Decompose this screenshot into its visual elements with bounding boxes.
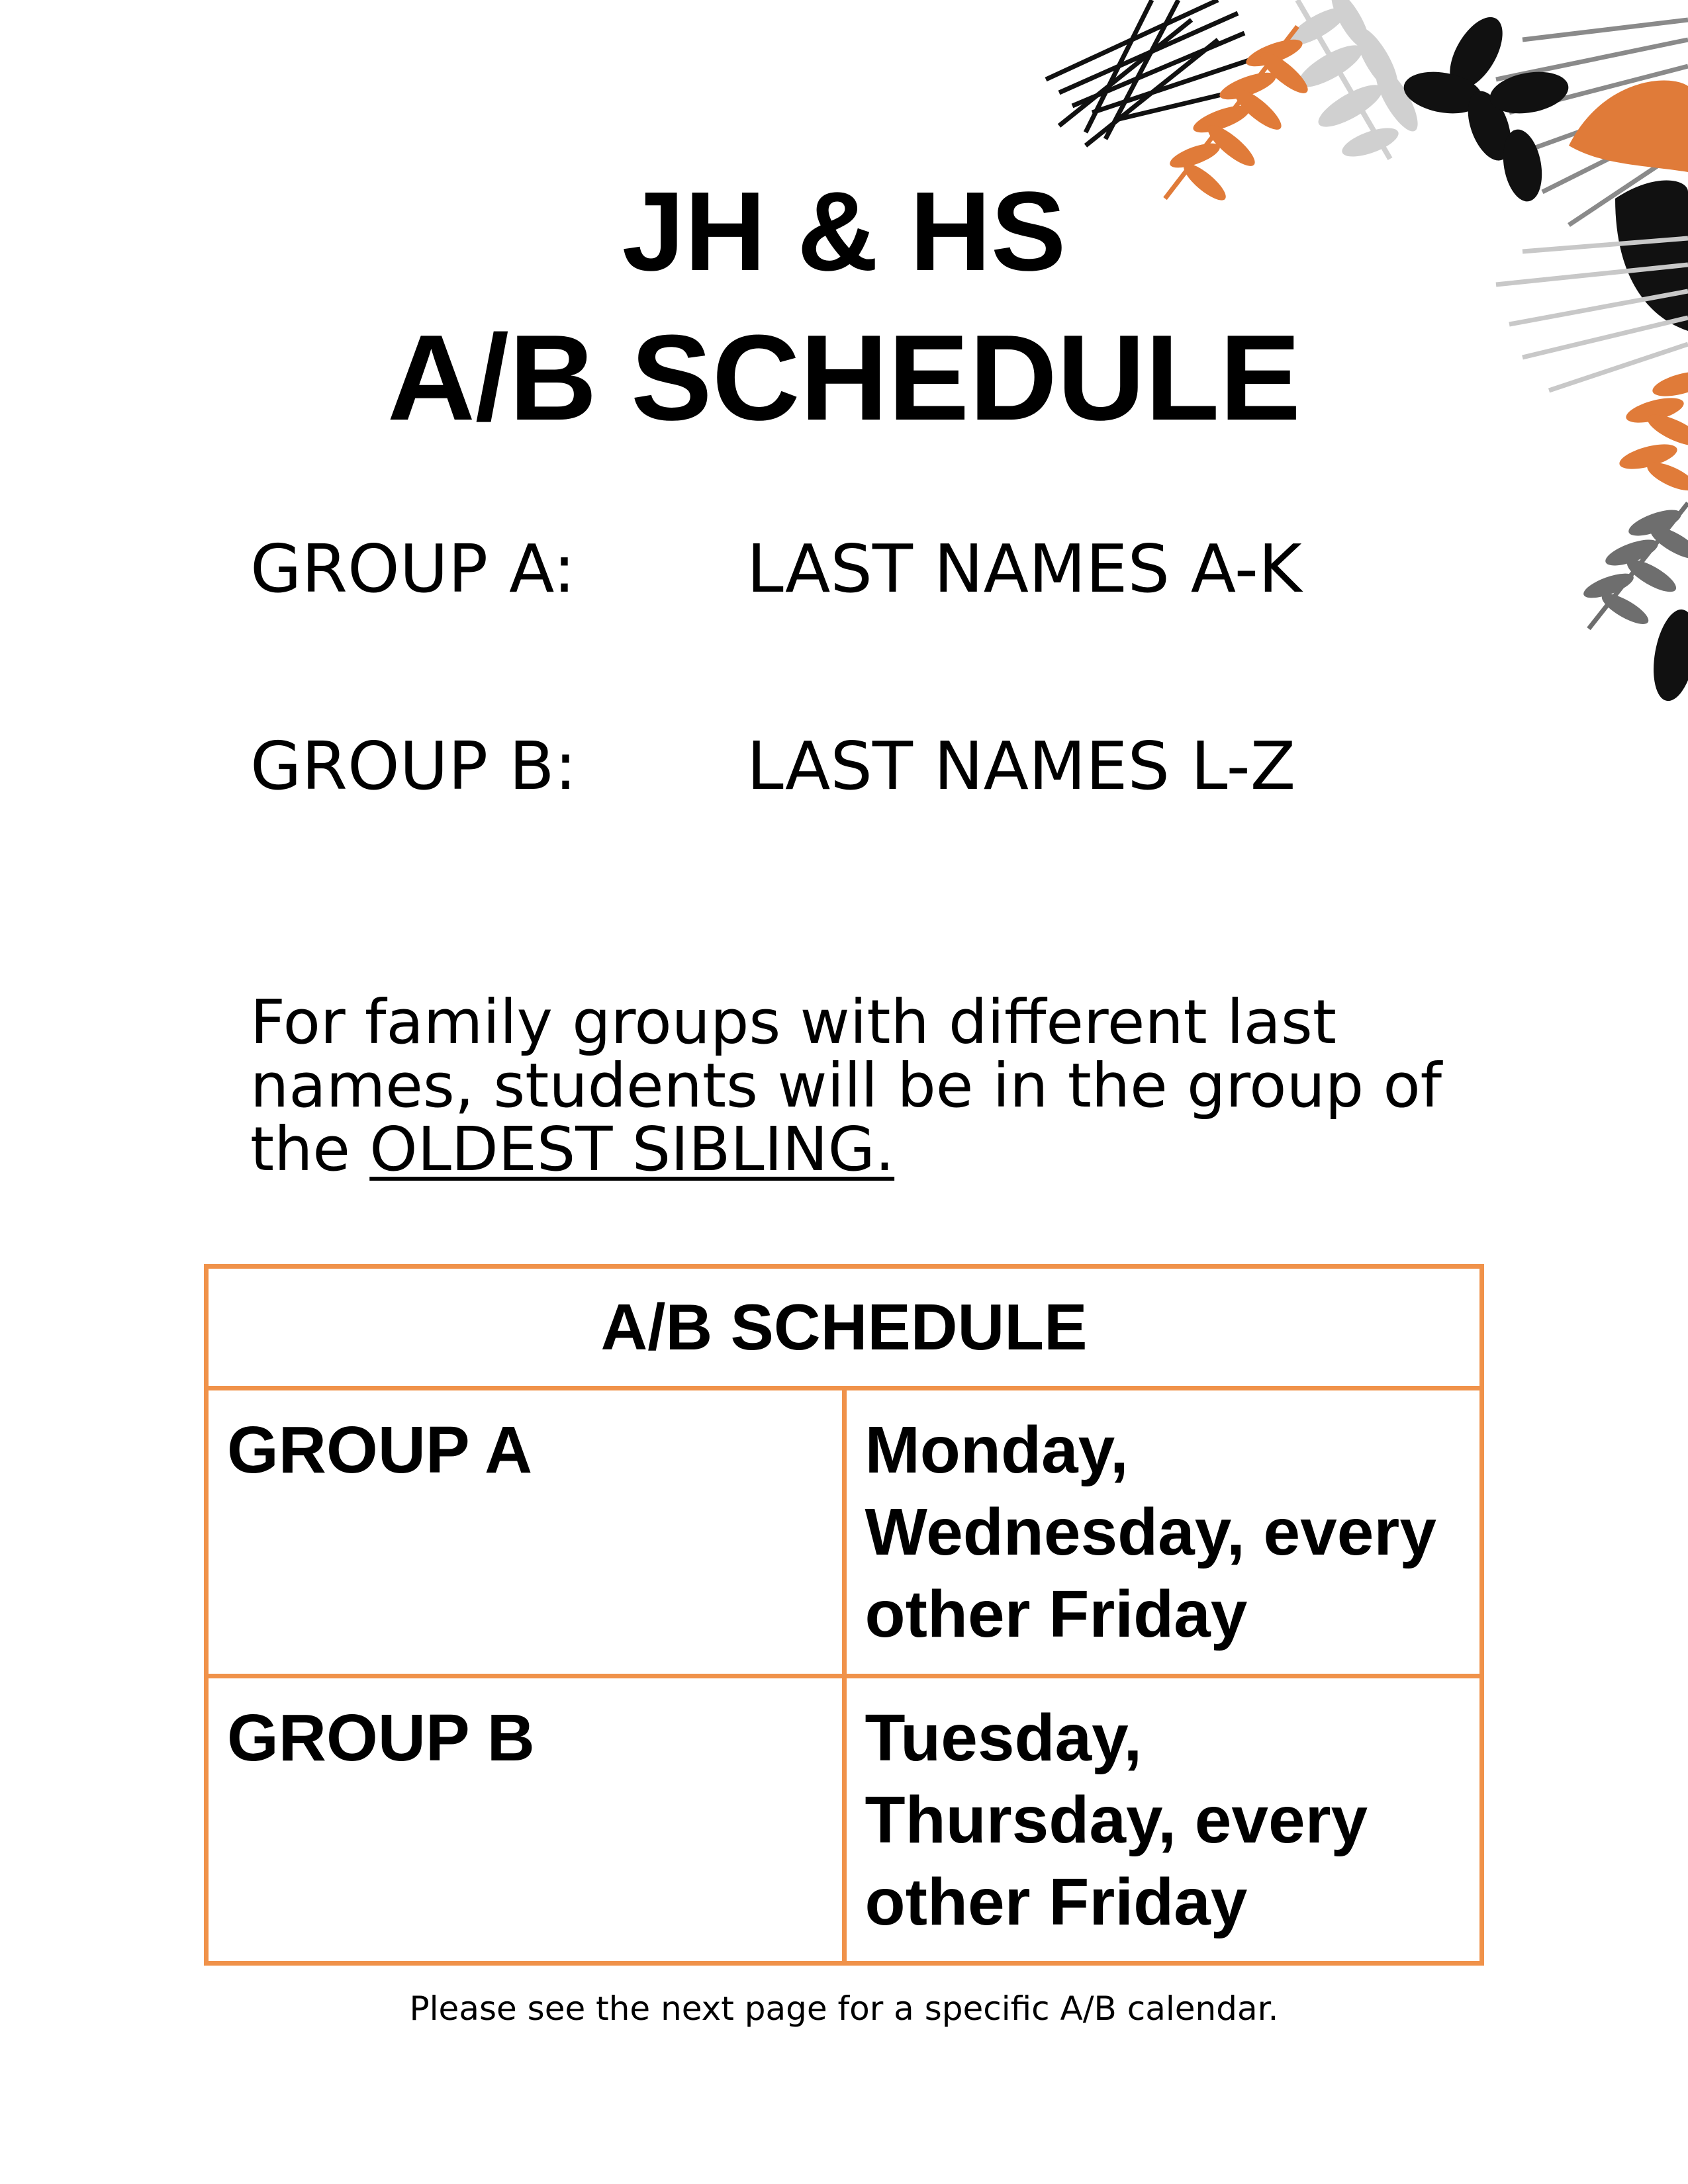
table-cell-group: GROUP A	[207, 1388, 845, 1676]
footer-note: Please see the next page for a specific A/B calendar.	[409, 1989, 1279, 2028]
page-title-line-1: JH & HS	[622, 169, 1066, 295]
family-group-note-text: For family groups with different last names, students will be in the group of the	[250, 987, 1442, 1185]
table-cell-days: Tuesday, Thursday, every other Friday	[844, 1676, 1482, 1964]
group-a-range: LAST NAMES A-K	[747, 530, 1302, 608]
table-row	[207, 1676, 1482, 1964]
table-cell-group: GROUP B	[207, 1676, 845, 1964]
table-row	[207, 1388, 1482, 1676]
gray-fern-leaf-bottom	[1581, 503, 1688, 629]
group-a-assignment	[250, 530, 1302, 608]
table-header: A/B SCHEDULE	[207, 1267, 1482, 1388]
oldest-sibling-emphasis: OLDEST SIBLING.	[369, 1114, 895, 1185]
family-group-note	[250, 987, 1515, 1185]
light-gray-fern-leaf	[1284, 0, 1425, 162]
table-header-row	[207, 1267, 1482, 1388]
black-small-leaf	[1647, 606, 1688, 702]
group-b-label: GROUP B:	[250, 727, 577, 805]
group-b-range: LAST NAMES L-Z	[747, 727, 1296, 805]
group-a-label: GROUP A:	[250, 530, 576, 608]
page-title-line-2: A/B SCHEDULE	[387, 309, 1301, 445]
group-b-assignment	[250, 727, 1296, 805]
ab-schedule-table	[204, 1264, 1484, 1966]
table-cell-days: Monday, Wednesday, every other Friday	[844, 1388, 1482, 1676]
